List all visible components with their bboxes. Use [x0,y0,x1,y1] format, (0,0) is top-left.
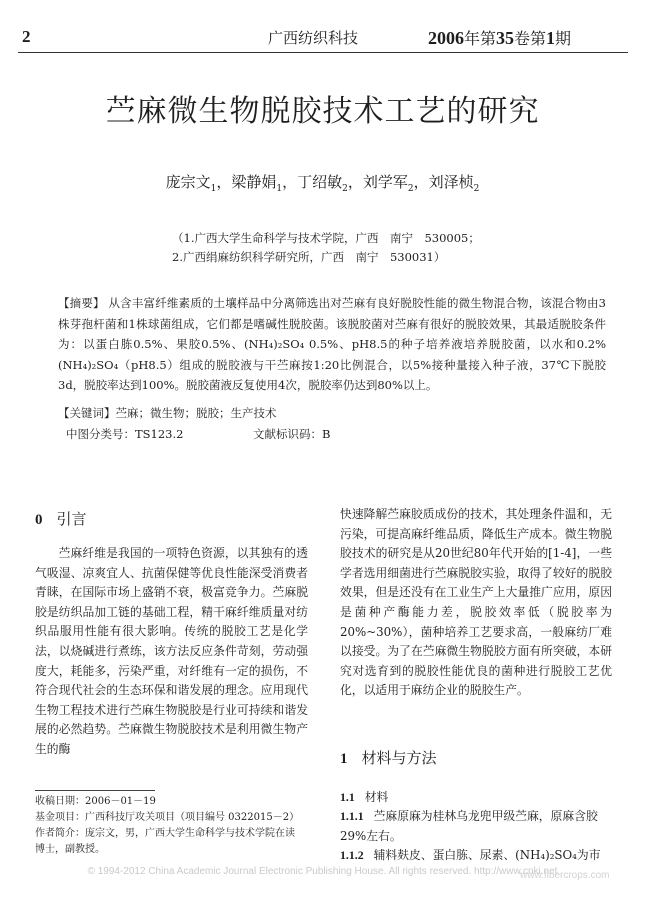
author-name: 庞宗文 [165,173,211,191]
keywords-label: 【关键词】 [58,406,116,420]
footnote-author-bio-cont: 博士，副教授。 [35,844,105,855]
author-name: 刘泽桢 [428,173,474,191]
paragraph: 苎麻纤维是我国的一项特色资源，以其独有的透气吸湿、凉爽宜人、抗菌保健等优良性能深受消费者青睐，在国际市场上盛销不衰，极富竞争力。苎麻脱胶是纺织品加工链的基础工程，精干麻纤维质量对纺织品服用性能有很大影响。传统的脱胶工艺是化学法，以烧碱进行煮练，该方法反应条件苛刻，劳动强度大，耗能多，污染严重，对纤维有一定的损伤，不符合现代社会的生态环保和谐发展的理念。应用现代生物工程技术进行苎麻生物脱胶是行业可持续和谐发展的必然趋势。苎麻微生物脱胶技术是利用微生物产生的酶 [35,546,308,756]
author-affiliation-mark: 2 [473,184,480,194]
item-text: 辅料麸皮、蛋白胨、尿素、(NH₄)₂SO₄为市 [373,848,601,862]
classification-value: TS123.2 [135,427,184,441]
footnote-rule [35,790,155,791]
document-code-value: B [322,427,331,441]
item-text: 苎麻原麻为桂林乌龙兜甲级苎麻，原麻含胶29%左右。 [340,809,598,843]
author-list: 庞宗文$_1$，梁静娟$_1$，丁绍敏$_2$，刘学军$_2$，刘泽桢$_2$ [165,173,480,194]
section-1-heading [340,747,437,768]
section-title: 引言 [56,510,87,528]
document-code [253,426,330,442]
issue-year-suffix: 年第 [464,29,497,48]
abstract [58,293,606,396]
keywords-text: 苎麻；微生物；脱胶；生产技术 [115,406,277,420]
footnote-received-date: 收稿日期：2006－01－19 [35,796,156,807]
section-title: 材料与方法 [361,749,437,767]
author-affiliation-mark: 2 [407,184,414,194]
author-affiliation-mark: 2 [342,184,348,194]
classification-number [66,426,183,442]
item-number: 1.1.1 [340,809,364,823]
issue-number-suffix: 期 [555,29,572,48]
author-name: 梁静娟 [231,173,277,191]
paper-title: 苎麻微生物脱胶技术工艺的研究 [105,94,540,129]
footnote-funding: 基金项目：广西科技厅攻关项目（项目编号 0322015－2） [35,812,300,823]
intro-body-continued [340,505,612,701]
journal-name: 广西纺织科技 [268,29,359,47]
subsection-1-1-heading [340,788,388,805]
paragraph: 快速降解苎麻胶质成份的技术，其处理条件温和，无污染，可提高麻纤维品质，降低生产成本。微生物脱胶技术的研究是从20世纪80年代开始的[1-4]，一些学者选用细菌进行苎麻脱胶实验，取得了较好的脱胶效果，但是还没有在工业生产上大量推广应用，原因是菌种产酶能力差，脱胶效率低（脱胶率为20%~30%），菌种培养工艺要求高，一般麻纺厂难以接受。为了在苎麻微生物脱胶方面有所突破，本研究对选育到的脱胶性能优良的菌种进行脱胶工艺优化，以适用于麻纺企业的脱胶生产。 [340,507,612,698]
abstract-label: 【摘要】 [58,296,105,310]
affiliation-2: 2.广西绢麻纺织科学研究所，广西 南宁 530031） [172,250,446,264]
issue-number: 1 [546,28,556,48]
item-1-1-1 [340,807,612,846]
author-affiliation-mark: 1 [210,184,217,194]
affiliation-1: （1.广西大学生命科学与技术学院，广西 南宁 530005； [172,231,480,245]
copyright-notice: © 1994-2012 China Academic Journal Electronic Publishing House. All rights reserved. http://www.cnki.net [87,866,558,877]
author-name: 刘学军 [362,173,408,191]
page-number: 2 [22,27,31,46]
item-1-1-2 [340,846,612,866]
author-affiliation-mark: 1 [276,184,283,194]
abstract-text: 从含丰富纤维素质的土壤样品中分离筛选出对苎麻有良好脱胶性能的微生物混合物，该混合物由3株芽孢杆菌和1株球菌组成，它们都是嗜碱性脱胶菌。该脱胶菌对苎麻有很好的脱胶效果，其最适脱胶条件为：以蛋白胨0.5%、果胶0.5%、(NH₄)₂SO₄ 0.5%、pH8.5的种子培养液培养脱胶菌，以水和0.2% (NH₄)₂SO₄（pH8.5）组成的脱胶液与干苎麻按1:20比例混合，以5%接种量接入种子液，37℃下脱胶3d，脱胶率达到100%。脱胶菌液反复使用4次，脱胶率仍达到80%以上。 [58,296,607,393]
section-0-heading [35,508,87,529]
issue-volume-suffix: 卷第 [514,29,547,48]
author-name: 丁绍敏 [297,173,343,191]
header-rule [18,52,628,53]
section-number: 1 [340,751,348,767]
issue-volume: 35 [496,28,515,48]
section-number: 0 [35,512,43,528]
site-watermark: www.fibercrops.com [520,870,610,881]
subsection-title: 材料 [364,790,389,804]
document-code-label: 文献标识码： [253,427,322,441]
intro-body [35,544,308,760]
item-number: 1.1.2 [340,848,364,862]
subsection-number: 1.1 [340,790,355,804]
classification-label: 中图分类号： [66,427,135,441]
keywords [58,405,277,421]
issue-info [428,26,571,49]
footnote-author-bio: 作者简介：庞宗文，男，广西大学生命科学与技术学院在读 [35,828,295,839]
issue-year: 2006 [428,28,464,48]
